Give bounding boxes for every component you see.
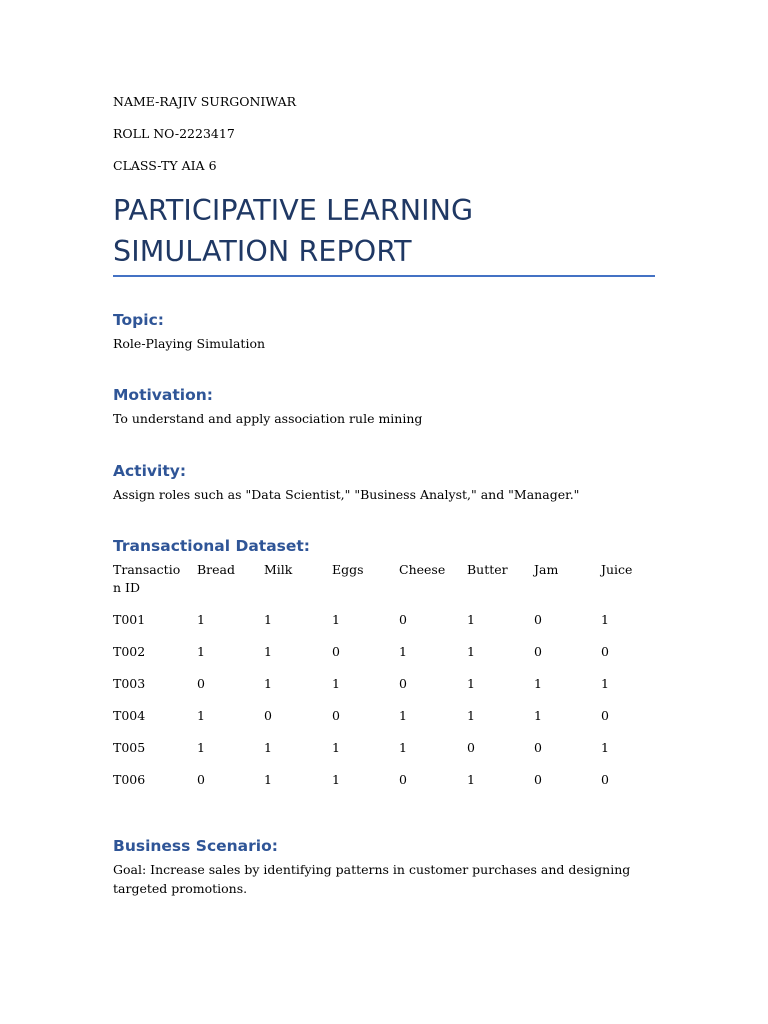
table-cell: 0 [534,644,542,659]
transaction-id-cell: T006 [113,772,146,787]
transaction-id-cell: T001 [113,612,146,627]
table-row [113,611,673,643]
table-row [113,707,673,739]
table-cell: 1 [399,740,407,755]
table-row [113,675,673,707]
table-cell: 1 [264,772,272,787]
transaction-id-cell: T002 [113,644,146,659]
table-cell: 0 [467,740,475,755]
topic-text: Role-Playing Simulation [113,336,266,351]
column-header-bread: Bread [197,562,236,577]
column-header-jam: Jam [534,562,559,577]
table-cell: 0 [534,612,542,627]
table-cell: 1 [601,740,609,755]
transaction-id-cell: T005 [113,740,146,755]
table-cell: 1 [264,676,272,691]
table-cell: 1 [264,740,272,755]
column-header-eggs: Eggs [332,562,364,577]
table-cell: 1 [197,612,205,627]
column-header-juice: Juice [601,562,633,577]
report-title: PARTICIPATIVE LEARNING SIMULATION REPORT [113,194,474,268]
activity-text: Assign roles such as "Data Scientist," "Business Analyst," and "Manager." [113,487,580,502]
class-info: CLASS-TY AIA 6 [113,158,217,173]
table-cell: 1 [467,676,475,691]
table-row [113,739,673,771]
table-cell: 1 [399,644,407,659]
topic-heading: Topic: [113,311,164,329]
transaction-table [113,561,673,803]
table-cell: 1 [264,612,272,627]
table-cell: 1 [467,708,475,723]
table-cell: 0 [197,676,205,691]
table-header-row [113,561,673,611]
table-cell: 0 [601,644,609,659]
table-row [113,643,673,675]
table-cell: 0 [197,772,205,787]
table-cell: 0 [332,644,340,659]
table-cell: 1 [332,740,340,755]
table-cell: 1 [534,708,542,723]
motivation-text: To understand and apply association rule mining [113,411,423,426]
table-cell: 1 [197,708,205,723]
table-cell: 0 [399,772,407,787]
column-header-butter: Butter [467,562,508,577]
dataset-heading: Transactional Dataset: [113,537,310,555]
table-cell: 1 [197,740,205,755]
table-cell: 1 [332,772,340,787]
activity-heading: Activity: [113,462,187,480]
student-name: NAME-RAJIV SURGONIWAR [113,94,297,109]
table-cell: 1 [467,612,475,627]
table-cell: 1 [399,708,407,723]
column-header-cheese: Cheese [399,562,446,577]
table-cell: 0 [534,740,542,755]
table-cell: 1 [332,676,340,691]
table-cell: 0 [264,708,272,723]
column-header-milk: Milk [264,562,293,577]
table-cell: 1 [467,644,475,659]
table-cell: 0 [399,612,407,627]
table-cell: 0 [332,708,340,723]
table-cell: 0 [601,708,609,723]
table-cell: 0 [601,772,609,787]
table-cell: 1 [601,612,609,627]
table-cell: 0 [534,772,542,787]
roll-number: ROLL NO-2223417 [113,126,235,141]
table-cell: 1 [467,772,475,787]
table-row [113,771,673,803]
transaction-id-cell: T004 [113,708,146,723]
table-cell: 1 [534,676,542,691]
transaction-id-cell: T003 [113,676,146,691]
table-cell: 1 [601,676,609,691]
motivation-heading: Motivation: [113,386,213,404]
title-divider [113,275,655,277]
scenario-text: Goal: Increase sales by identifying patterns in customer purchases and designing targeted promotions. [113,862,631,896]
table-cell: 1 [197,644,205,659]
column-header-transaction-id: Transactio n ID [113,562,181,595]
table-cell: 1 [264,644,272,659]
scenario-heading: Business Scenario: [113,837,278,855]
table-cell: 1 [332,612,340,627]
table-cell: 0 [399,676,407,691]
